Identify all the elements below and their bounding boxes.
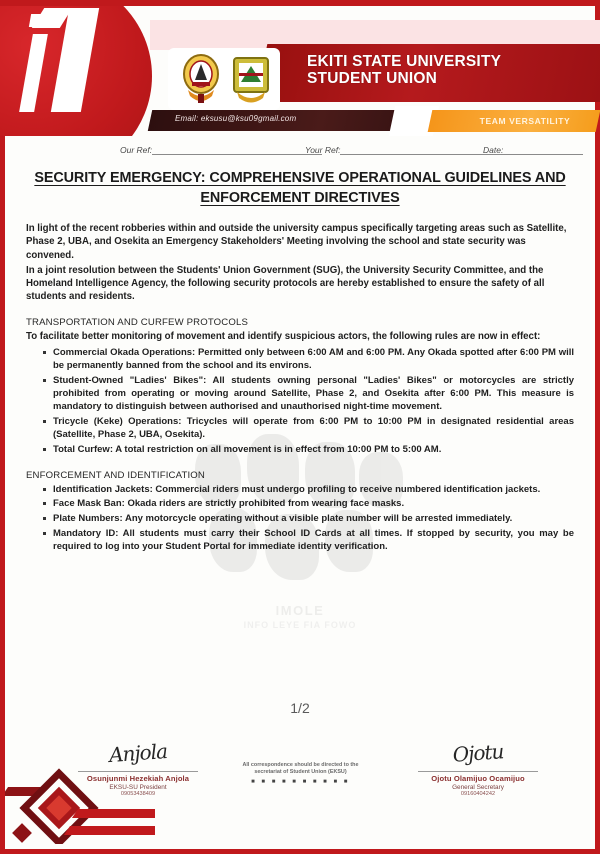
document-footer	[0, 734, 600, 849]
page-border-bottom	[0, 849, 600, 854]
list-item: Plate Numbers: Any motorcycle operating without a visible plate number will be arrested immediately.	[42, 512, 574, 525]
our-ref-field[interactable]	[120, 145, 322, 155]
footer-note-line-2: secretariat of Student Union (EKSU)	[254, 769, 347, 775]
secretary-role: General Secretary	[452, 783, 504, 791]
intro-paragraph-1: In light of the recent robberies within and outside the university campus specifically targeting areas such as Satellite, Phase 2, UBA, and Osekita an Emergency Stakeholders' Meeting involving the school and state security was convened.	[26, 223, 567, 261]
president-phone: 09053438409	[120, 791, 156, 797]
list-item: Total Curfew: A total restriction on all movement is in effect from 10:00 PM to 5:00 AM.	[42, 443, 574, 456]
organization-title	[307, 53, 597, 87]
footer-note-line-1: All correspondence should be directed to the	[242, 762, 359, 768]
list-item: Identification Jackets: Commercial riders must undergo profiling to receive numbered identification jackets.	[42, 483, 574, 496]
your-ref-rule	[340, 154, 505, 155]
logo-i-stem	[19, 34, 48, 112]
union-logo-roundel	[0, 6, 152, 136]
student-union-crest-icon	[228, 52, 274, 106]
deco-band	[72, 809, 155, 818]
list-item: Tricycle (Keke) Operations: Tricycles will operate from 6:00 PM to 10:00 PM in designated residential areas (Satellite, Phase 2, UBA, Osekita).	[42, 415, 574, 441]
reference-line	[0, 145, 600, 163]
deco-band	[64, 826, 155, 835]
list-item: Commercial Okada Operations: Permitted only between 6:00 AM and 6:00 PM. Any Okada spotted after 6:00 PM will be permanently banned from the school and its environs.	[42, 346, 574, 372]
date-label: Date:	[483, 145, 504, 155]
president-name: Osunjunmi Hezekiah Anjola	[86, 774, 190, 783]
page-title: SECURITY EMERGENCY: COMPREHENSIVE OPERATIONAL GUIDELINES AND ENFORCEMENT DIRECTIVES	[34, 170, 566, 206]
president-signature-mark: Anjola	[108, 739, 168, 767]
president-role: EKSU-SU President	[109, 783, 167, 791]
org-title-line-1: EKITI STATE UNIVERSITY	[307, 53, 502, 70]
your-ref-label: Your Ref:	[305, 145, 341, 155]
deco-diamond-small	[12, 823, 32, 843]
section-heading-transportation: TRANSPORTATION AND CURFEW PROTOCOLS	[26, 316, 249, 328]
list-item: Mandatory ID: All students must carry their School ID Cards at all times. If stopped by security, you may be required to log into your Student Portal for immediate identity verification.	[42, 527, 574, 553]
letterhead-header	[0, 6, 600, 136]
enforcement-bullet-list	[42, 483, 574, 554]
secretary-name: Ojotu Olamijuo Ocamijuo	[431, 774, 525, 783]
university-crest-icon	[178, 52, 224, 106]
our-ref-rule	[152, 154, 322, 155]
footer-diamond-decoration	[5, 766, 155, 844]
footer-dot-row: ■ ■ ■ ■ ■ ■ ■ ■ ■ ■	[251, 779, 350, 785]
intro-paragraph-2: In a joint resolution between the Students' Union Government (SUG), the University Security Committee, and the Homeland Intelligence Agency, the following security protocols are hereby established to ensure the safety of all students and residents.	[26, 264, 545, 303]
section-spacer	[26, 458, 574, 470]
date-field[interactable]	[483, 145, 583, 155]
secretary-signature-block	[388, 736, 568, 797]
org-title-line-2: STUDENT UNION	[307, 70, 438, 87]
your-ref-field[interactable]	[305, 145, 505, 155]
transportation-bullet-list	[42, 346, 574, 456]
secretary-signature-mark: Ojotu	[451, 739, 505, 767]
section-intro-transportation: To facilitate better monitoring of movement and identify suspicious actors, the following rules are now in effect:	[26, 330, 541, 342]
section-heading-enforcement: ENFORCEMENT AND IDENTIFICATION	[26, 469, 205, 481]
team-slogan: TEAM VERSATILITY	[479, 116, 571, 126]
date-rule	[503, 154, 583, 155]
secretary-phone: 09160404242	[460, 791, 496, 797]
our-ref-label: Our Ref:	[120, 145, 153, 155]
document-body	[0, 168, 600, 555]
page-number: 1/2	[290, 700, 310, 716]
watermark-text-secondary: INFO LEYE FIA FOWO	[243, 620, 357, 630]
list-item: Face Mask Ban: Okada riders are strictly prohibited from wearing face masks.	[42, 497, 574, 510]
contact-email: Email: eksusu@ksu09gmail.com	[175, 114, 297, 123]
watermark-text-primary: IMOLE	[275, 603, 325, 618]
list-item: Student-Owned "Ladies' Bikes": All students owning personal "Ladies' Bikes" or motorcycles are strictly prohibited from operating or moving around Satellite, Phase 2, and Osekita after 6:00 PM. This measure is mandatory to distinguish between authorised and unauthorised night-time movement.	[42, 374, 574, 414]
footer-correspondence-note	[218, 762, 383, 786]
